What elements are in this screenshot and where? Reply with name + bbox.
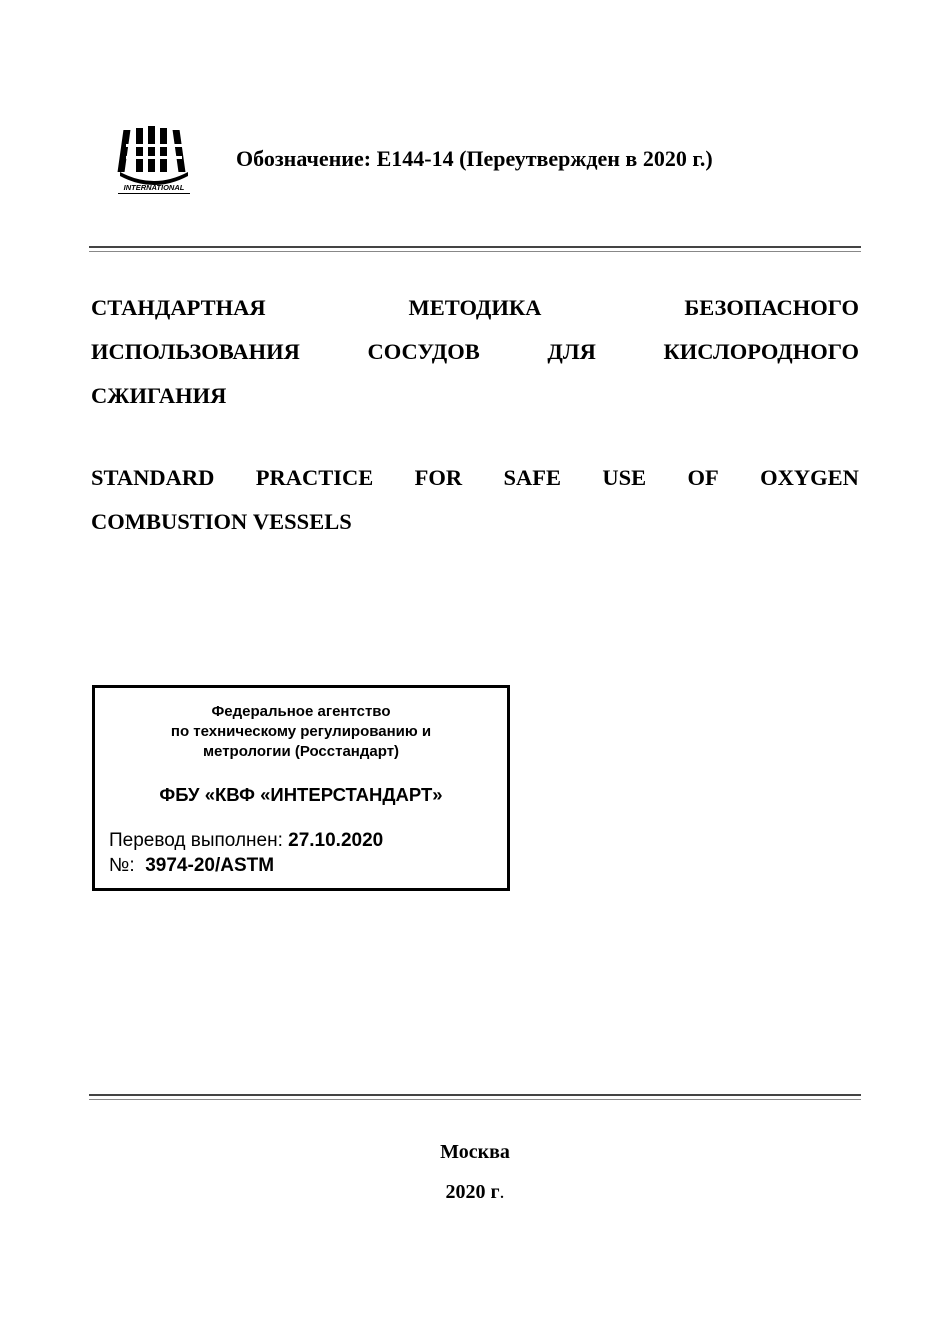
stamp-translation-label: Перевод выполнен: [109,830,289,851]
title-word: USE [602,465,647,490]
stamp-agency-line: по техническому регулированию и [170,723,432,740]
title-word: OXYGEN [760,465,859,490]
logo-subtext: INTERNATIONAL [123,183,185,192]
title-ru-line-2 [91,330,859,374]
bottom-divider [89,1094,861,1100]
title-word: OF [687,465,719,490]
stamp-translation-date-row [109,830,383,852]
title-word: ДЛЯ [547,339,596,364]
title-ru-line-3 [91,374,859,418]
stamp-number-value: 3974-20 [145,855,215,876]
stamp-organization: ФБУ «КВФ «ИНТЕРСТАНДАРТ» [159,784,443,805]
title-ru-line-1 [91,286,859,330]
stamp-number-suffix: /ASTM [214,855,275,876]
stamp-agency-line: Федеральное агентство [211,703,391,720]
stamp-translation-date: 27.10.2020 [288,830,384,851]
publication-year-dot: . [499,1181,505,1203]
top-divider [89,246,861,252]
title-word: МЕТОДИКА [408,295,542,320]
title-word: БЕЗОПАСНОГО [684,295,859,320]
title-word: SAFE [503,465,561,490]
translation-stamp [92,685,510,891]
stamp-agency [95,702,507,762]
document-designation: Обозначение: E144-14 (Переутвержден в 2020 г.) [236,146,713,171]
publication-year-row [0,1181,950,1204]
title-word: FOR [414,465,463,490]
stamp-number-row [109,855,274,877]
title-word: СОСУДОВ [367,339,480,364]
title-word: COMBUSTION [91,509,248,534]
astm-logo-icon [112,126,196,200]
title-word: PRACTICE [255,465,374,490]
title-en-line-2 [91,500,859,544]
title-word: СТАНДАРТНАЯ [91,295,266,320]
stamp-number-label: №: [109,855,146,876]
title-word: STANDARD [91,465,215,490]
logo-text: ASTM [152,156,156,157]
stamp-agency-line: метрологии (Росстандарт) [202,743,400,760]
publication-city: Москва [440,1141,510,1163]
publication-year: 2020 г [445,1181,500,1203]
title-en-line-1 [91,456,859,500]
title-word: ИСПОЛЬЗОВАНИЯ [91,339,300,364]
title-english [91,456,859,544]
title-word: СЖИГАНИЯ [91,383,227,408]
title-word: VESSELS [252,509,352,534]
title-word: КИСЛОРОДНОГО [663,339,859,364]
title-russian [91,286,859,418]
